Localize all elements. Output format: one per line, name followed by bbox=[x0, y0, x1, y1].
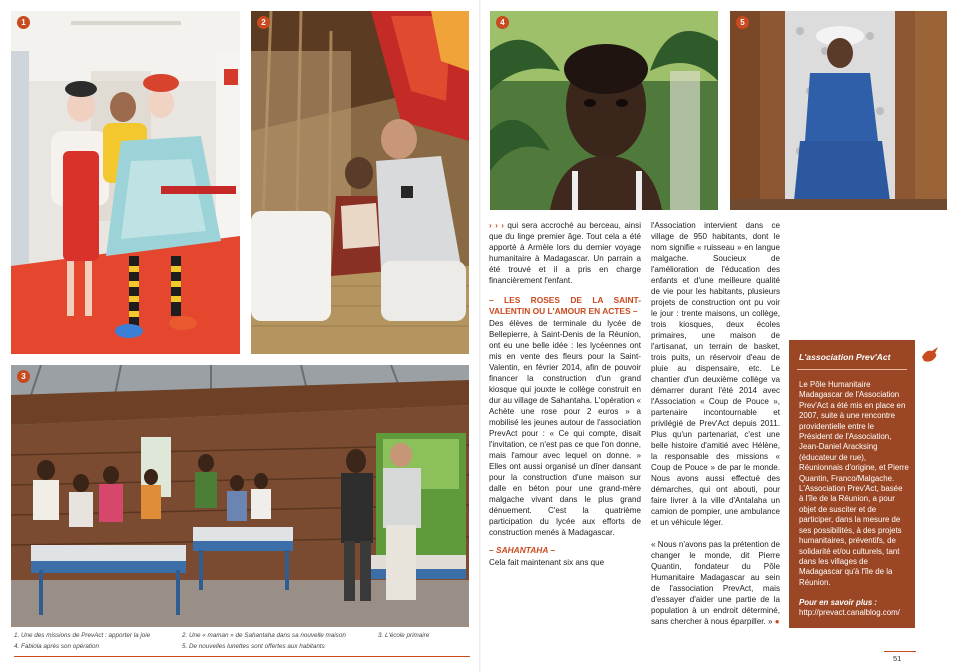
photo-number-badge: 2 bbox=[257, 16, 270, 29]
caption: 1. Une des missions de PrevAct : apporter la joie bbox=[14, 632, 151, 639]
association-sidebar bbox=[789, 340, 915, 628]
bird-icon bbox=[920, 345, 940, 365]
classroom-photo-icon bbox=[11, 365, 469, 627]
photo-captions bbox=[14, 632, 474, 658]
caption: 2. Une « maman » de Sahantaha dans sa nouvelle maison bbox=[182, 632, 346, 639]
photo-elderly-woman bbox=[730, 11, 947, 210]
clowns-photo-icon bbox=[11, 11, 240, 354]
sidebar-paragraph: L'Association Prev'Act, basée à l'île de la Réunion, a pour objet de susciter et de participer, dans la mesure de ses possibilités, à des projets humanitaires, préventifs, de solidarité et/ou culturels, tant dans les villages de Madagascar qu'à l'île de la Réunion. bbox=[799, 484, 903, 587]
paragraph-sahantaha-start: Cela fait maintenant six ans que bbox=[489, 558, 605, 567]
photo-clowns bbox=[11, 11, 240, 354]
page-number: 51 bbox=[893, 654, 902, 663]
photo-classroom bbox=[11, 365, 469, 627]
intro-paragraph: › › › qui sera accroché au berceau, ainsi que du linge premier âge. Tout cela a été apporté à Armèle lors du dernier voyage humanitaire à Madagascar. Un parrain a été trouvé et il a pris en charge financièrement l'enfant. bbox=[489, 221, 641, 285]
end-mark: ● bbox=[774, 617, 780, 626]
sidebar-more-info bbox=[799, 598, 911, 619]
photo-girl-portrait bbox=[490, 11, 718, 210]
text-column-1 bbox=[489, 220, 641, 568]
paragraph-quote: « Nous n'avons pas la prétention de changer le monde, dit Pierre Quantin, fondateur du Pôle Humanitaire Madagascar au sein de l'association PrevAct, mais d'essayer d'aider une partie de la population à un endroit déterminé, sans chercher à nous éparpiller. » ● bbox=[651, 540, 780, 626]
association-link[interactable]: http://prevact.canalblog.com/ bbox=[799, 608, 900, 618]
elderly-woman-photo-icon bbox=[730, 11, 947, 210]
subheading-roses: – LES ROSES DE LA SAINT-VALENTIN OU L'AMOUR EN ACTES – bbox=[489, 295, 641, 316]
continuation-arrows: › › › bbox=[489, 221, 504, 230]
photo-number-badge: 1 bbox=[17, 16, 30, 29]
caption: 4. Fabiola après son opération bbox=[14, 643, 100, 650]
sidebar-paragraph: Le Pôle Humanitaire Madagascar de l'Association Prev'Act a été mis en place en 2007, suite à une rencontre providentielle entre le Président de l'Association, Jean-Daniel Aracksing (éducateur de rue), Réunionnais d'origine, et Pierre Quantin, Franco/Malgache. bbox=[799, 380, 909, 483]
sidebar-body bbox=[799, 380, 909, 588]
caption: 5. De nouvelles lunettes sont offertes aux habitants bbox=[182, 643, 325, 650]
girl-portrait-photo-icon bbox=[490, 11, 718, 210]
text-column-2 bbox=[651, 220, 780, 627]
photo-grandmother-hut bbox=[251, 11, 469, 354]
paragraph-village: l'Association intervient dans ce village de 950 habitants, dont le nom signifie « ruisseau » en langue malgache. Soucieux de l'amélioration de l'éducation des enfants et d'une meilleure qualité de vie pour les habitants, plusieurs projets de construction ont pu voir le jour : trente maisons, un collège, trois kiosques, deux écoles primaires, une maison de l'artisanat, un terrain de basket, trois puits, un réservoir d'eau de pluie au dispensaire, etc. Le chantier d'un deuxième collège va démarrer durant l'été 2014 avec l'Association « Coup de Pouce », partenaire incontournable et privilégié de Prev'Act depuis 2011. Plus qu'un partenariat, c'est une belle histoire d'amitié avec Hélène, la responsable des missions « Coup de Pouce » de par le monde. Nous avons aussi effectué des démarches, qui ont abouti, pour faire livrer à la ville d'Antalaha un camion de pompier, une ambulance et un véhicule léger. bbox=[651, 221, 780, 527]
page-spine bbox=[479, 0, 481, 672]
photo-number-badge: 4 bbox=[496, 16, 509, 29]
page-number-rule bbox=[884, 651, 916, 652]
more-info-label: Pour en savoir plus : bbox=[799, 598, 878, 607]
subheading-sahantaha: – SAHANTAHA – bbox=[489, 545, 556, 555]
photo-number-badge: 3 bbox=[17, 370, 30, 383]
caption-divider bbox=[14, 656, 470, 657]
grandmother-hut-photo-icon bbox=[251, 11, 469, 354]
paragraph-roses: Des élèves de terminale du lycée de Bellepierre, à Saint-Denis de la Réunion, ont eu une belle idée : les lycéennes ont mis en vente des fleurs pour la Saint-Valentin, en février 2014, afin de pouvoir financer la construction d'un grand kiosque qui jouxte le collège construit en dur au village de Sahantaha. L'opération « Achète une rose pour 2 euros » a mobilisé les jeunes autour de l'association PrevAct pour : « Ce qui compte, disait l'invitation, ce n'est pas ce que l'on donne, mais l'amour avec lequel on donne. » Elles ont aussi organisé un dîner dansant pour la construction d'une maison sur dalle en béton pour une grand-mère malgache vivant dans le plus grand dénuement. C'est la quatrième participation du lycée aux efforts de construction menés à Madagascar. bbox=[489, 319, 641, 537]
photo-number-badge: 5 bbox=[736, 16, 749, 29]
sidebar-title: L'association Prev'Act bbox=[799, 352, 891, 362]
sidebar-divider bbox=[797, 369, 907, 370]
caption: 3. L'école primaire bbox=[378, 632, 430, 639]
